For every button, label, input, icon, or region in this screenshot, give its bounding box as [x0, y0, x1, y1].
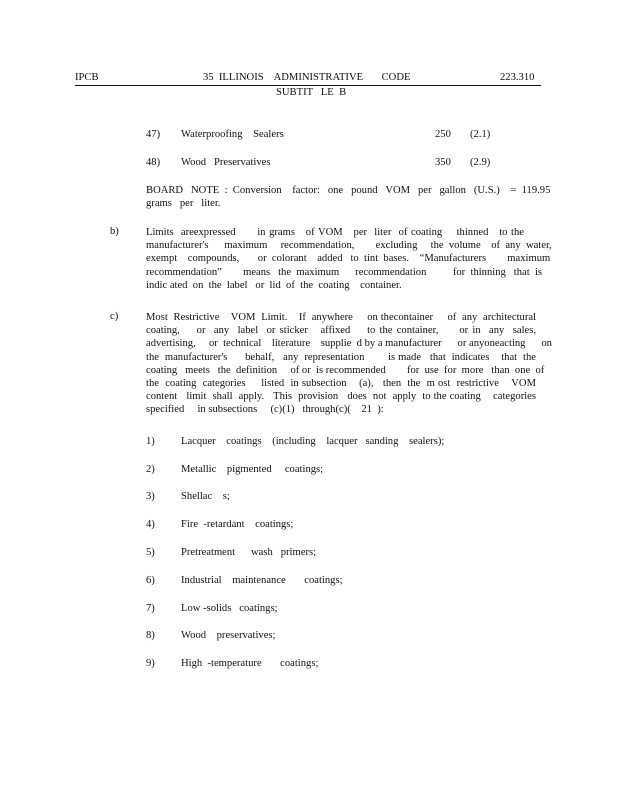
section-b-text: [146, 226, 552, 292]
sub-item-label: Fire -retardant coatings;: [181, 519, 294, 530]
sub-item-number: 7): [146, 603, 155, 614]
sub-item-number: 8): [146, 630, 155, 641]
item-metric: (2.1): [470, 129, 491, 140]
section-c-line: specified in subsections (c)(1) through(c)( 21 ):: [146, 404, 384, 416]
header-subtitle: SUBTIT LE B: [276, 87, 347, 98]
board-note-line: BOARD NOTE : Conversion factor: one pound VOM per gallon (U.S.) = 119.95: [146, 185, 551, 196]
section-b-line: manufacturer's maximum recommendation, excluding the volume of any water,: [146, 240, 552, 252]
item-label: Waterproofing Sealers: [181, 129, 284, 140]
sub-item-number: 3): [146, 491, 155, 502]
sub-item-label: Wood preservatives;: [181, 630, 276, 641]
sub-item-number: 9): [146, 658, 155, 669]
sub-item-number: 4): [146, 519, 155, 530]
header-rule: [75, 85, 541, 86]
sub-item-number: 5): [146, 547, 155, 558]
item-value: 350: [435, 157, 451, 168]
section-c-line: coating meets the definition of or is recommended for use for more than one of: [146, 364, 545, 376]
item-value: 250: [435, 129, 451, 140]
section-c-line: content limit shall apply. This provision does not apply to the coating categories: [146, 391, 536, 403]
sub-item-label: Low -solids coatings;: [181, 603, 278, 614]
header-center: 35 ILLINOIS ADMINISTRATIVE CODE: [203, 72, 411, 83]
section-c-line: the coating categories listed in subsection (a), then the m ost restrictive VOM: [146, 378, 536, 390]
section-c-line: coating, or any label or sticker affixed to the container, or in any sales,: [146, 325, 536, 337]
item-number: 48): [146, 157, 161, 168]
section-b-line: indic ated on the label or lid of the coating container.: [146, 279, 402, 291]
section-b-line: Limits areexpressed in grams of VOM per liter of coating thinned to the: [146, 227, 524, 238]
board-note-line: grams per liter.: [146, 198, 221, 210]
section-c-line: the manufacturer's behalf, any representation is made that indicates that the: [146, 351, 536, 363]
sub-item-label: High -temperature coatings;: [181, 658, 319, 669]
board-note: [146, 184, 551, 210]
sub-item-number: 2): [146, 464, 155, 475]
sub-item-number: 6): [146, 575, 155, 586]
item-metric: (2.9): [470, 157, 491, 168]
sub-item-number: 1): [146, 436, 155, 447]
section-b-label: b): [110, 226, 119, 237]
header-right: 223.310: [500, 72, 535, 83]
section-c-line: Most Restrictive VOM Limit. If anywhere on thecontainer of any architectural: [146, 312, 536, 323]
sub-item-label: Lacquer coatings (including lacquer sanding sealers);: [181, 436, 445, 447]
sub-item-label: Industrial maintenance coatings;: [181, 575, 343, 586]
section-b-line: recommendation” means the maximum recommendation for thinning that is: [146, 266, 543, 278]
section-c-label: c): [110, 311, 119, 322]
sub-item-label: Metallic pigmented coatings;: [181, 464, 324, 475]
section-c-text: [146, 311, 552, 417]
section-c-line: advertising, or technical literature supplie d by a manufacturer or anyoneacting on: [146, 338, 552, 350]
item-label: Wood Preservatives: [181, 157, 271, 168]
sub-item-label: Pretreatment wash primers;: [181, 547, 317, 558]
sub-item-label: Shellac s;: [181, 491, 230, 502]
item-number: 47): [146, 129, 161, 140]
section-b-line: exempt compounds, or colorant added to tint bases. “Manufacturers maximum: [146, 253, 551, 265]
header-left: IPCB: [75, 72, 99, 83]
